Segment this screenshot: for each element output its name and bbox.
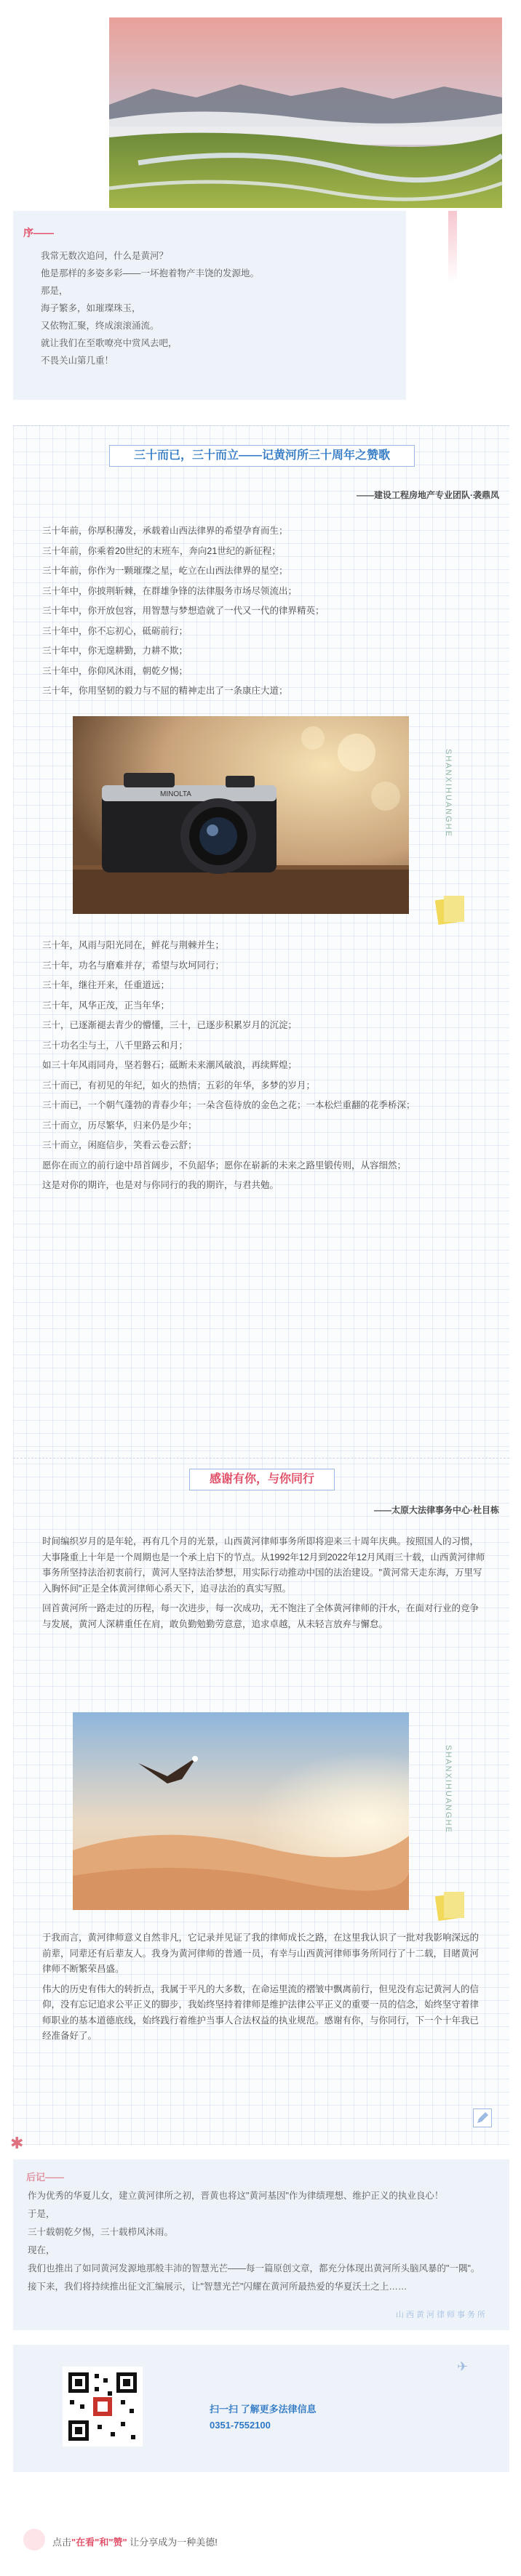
paragraph: 三十年中，你仰风沐雨，朝乾夕惕；	[42, 665, 188, 676]
paragraph: 三十年中，你不忘初心，砥砺前行；	[42, 625, 188, 636]
paragraph: 三十而立，历尽繁华，归来仍是少年；	[42, 1120, 197, 1131]
paragraph: 伟大的历史有伟大的转折点，我属于平凡的大多数，在命运里流的褶皱中飘离前行，但见没有忘记黄河人的信仰，没有忘记追求公平正义的脚步，我始终坚持着律师是维护法律公平正义的重要一员的信念，始终坚守着律师职业的基本道德底线，始终践行着维护当事人合法权益的执业规范。感谢有你，与你同行，下一个十年我已经准备好了。	[42, 1983, 480, 2041]
paragraph: 三十年，功名与磨难并存，希望与坎坷同行；	[42, 960, 225, 971]
side-vertical-text: SHANXIHUANGHE	[444, 1745, 453, 1834]
preface-line: 我常无数次追问，什么是黄河？	[41, 251, 169, 261]
preface-title: 序——	[23, 227, 54, 238]
postscript-box	[13, 2159, 509, 2330]
preface-box	[13, 211, 406, 400]
paragraph: 三十年，你用坚韧的毅力与不屈的精神走出了一条康庄大道；	[42, 686, 288, 696]
paragraph: 回首黄河所一路走过的历程，每一次进步，每一次成功，无不饱注了全体黄河律师的汗水，在面对行业的竞争与发展，黄河人深耕重任在肩，敢负勤勉勤劳意意，追求卓越，从未轻言放弃与懈怠。	[42, 1603, 480, 1629]
qr-code-image[interactable]	[63, 2367, 143, 2447]
section2-byline: ——太原大法律事务中心·杜目栋	[374, 1505, 499, 1515]
paragraph: 于我而言，黄河律师意义自然非凡，它记录并见证了我的律师成长之路，在这里我认识了一批对我影响深远的前辈，同辈还有后辈友人。我身为黄河律师的普通一员，有幸与山西黄河律师事务所同行了十二载，目睹黄河律师不断繁荣昌盛。	[42, 1933, 480, 1974]
postscript-lines	[28, 2188, 493, 2298]
side-vertical-text: SHANXIHUANGHE	[444, 749, 453, 838]
paragraph: 三十而已，有初见的年纪，如火的热情；五彩的年华，多梦的岁月；	[42, 1080, 316, 1091]
postscript-line: 我们也推出了如同黄河发源地那般丰沛的智慧光芒——每一篇原创文章，都充分体现出黄河所头脑风暴的"一隅"。	[28, 2263, 480, 2274]
paragraph: 三十，已逐渐褪去青少的懵懂，三十，已逐步积累岁月的沉淀；	[42, 1020, 298, 1030]
footer-bar	[13, 2516, 509, 2559]
decorative-pink-bar	[448, 211, 457, 284]
preface-line: 就让我们在至歌嘹亮中赏风去吧，	[41, 338, 178, 348]
paragraph: 这是对你的期许，也是对与你同行的我的期许，与君共勉。	[42, 1180, 279, 1190]
paragraph: 三十年前，你乘着20世纪的末班车，奔向21世纪的新征程；	[42, 545, 281, 556]
contact-phone[interactable]: 0351-7552100	[210, 2420, 271, 2431]
footer-text-pre: 点击	[52, 2537, 72, 2548]
paragraph: 如三十年风雨同舟，坚若磐石；砥断未来潮风破浪，再续辉煌；	[42, 1060, 298, 1070]
paragraph: 三十而已，一个朝气蓬勃的青春少年；一朵含苞待放的金色之花；一本松烂重翻的花季桥深；	[42, 1100, 415, 1110]
postscript-line: 现在，	[28, 2245, 55, 2255]
paragraph: 三十而立，闲庭信步，笑看云卷云舒；	[42, 1140, 197, 1150]
paragraph: 三十年前，你厚积薄发，承载着山西法律界的希望孕育而生；	[42, 526, 288, 536]
footer-text-post: 让分享成为一种美德!	[127, 2537, 218, 2548]
desert-eagle-photo	[73, 1712, 409, 1910]
preface-line: 海子繁多，如璀璨珠玉，	[41, 303, 141, 313]
star-icon: ✱	[10, 2134, 24, 2152]
preface-lines	[41, 249, 259, 371]
postscript-signature: 山西黄河律师事务所	[396, 2311, 488, 2319]
section2-title: 感谢有你，与你同行	[209, 1473, 314, 1485]
paragraph: 愿你在而立的前行途中昂首阔步，不负韶华；愿你在崭新的未来之路里锻传则，从容细然；	[42, 1160, 407, 1171]
preface-line: 又依物汇聚，终成滚滚涌流。	[41, 321, 159, 331]
postscript-line: 作为优秀的华夏儿女，建立黄河律所之初，晋黄也将这"黄河基因"作为律绩理想、维护正义的执业良心！	[28, 2191, 444, 2201]
section1-byline: ——建设工程房地产专业团队·袭鼎凤	[357, 490, 499, 500]
paragraph: 三十年前，你作为一颗璀璨之星，屹立在山西法律界的星空；	[42, 566, 288, 576]
paragraph: 三十年，继往开来，任重道远；	[42, 980, 170, 990]
footer-highlight[interactable]: "在看"和"赞"	[71, 2537, 127, 2548]
dot-icon	[23, 2529, 45, 2551]
camera-photo	[73, 716, 409, 914]
section1-title-box	[109, 445, 415, 467]
postscript-line: 于是，	[28, 2209, 55, 2219]
section1-paragraphs-b	[42, 938, 486, 1198]
preface-line: 那是，	[41, 286, 68, 296]
hero-landscape-photo	[109, 17, 502, 208]
section2-title-box	[189, 1469, 335, 1490]
pen-icon	[473, 2108, 492, 2127]
decorative-card-icon	[434, 1890, 466, 1922]
paragraph: 时间编织岁月的是年轮，再有几个月的光景，山西黄河律师事务所即将迎来三十周年庆典。按照国人的习惯，大事隆重上十年是一个周期也是一个承上启下的节点。从1992年12月到2022年12月风雨三十载，山西黄河律师事务所坚持法治初衷前行，黄河人坚持法治梦想，用实际行动推动中国的法治建设。"黄河常天走东海，万里写入胸怀间"正是全体黄河律师心系天下，追寻法治的真实写照。	[42, 1536, 485, 1594]
postscript-line: 接下来，我们将持续推出征文汇编展示，让"智慧光芒"闪耀在黄河所最热爱的华夏沃土之上……	[28, 2282, 407, 2292]
paragraph: 三十功名尘与土，八千里路云和月；	[42, 1040, 188, 1051]
postscript-title: 后记——	[26, 2172, 65, 2183]
section1-paragraphs-a	[42, 523, 479, 704]
paragraph: 三十年，风雨与阳光同在，鲜花与荆棘并生；	[42, 940, 225, 950]
paragraph: 三十年中，你开放包容，用智慧与梦想造就了一代又一代的律界精英；	[42, 606, 325, 616]
footer-text	[52, 2535, 218, 2548]
preface-line: 不畏关山第几重！	[41, 356, 114, 366]
section2-paragraphs-b	[42, 1930, 486, 2049]
preface-line: 他是那样的多姿多彩——一坏抱着物产丰饶的发源地。	[41, 268, 260, 278]
section1-title: 三十而已，三十而立——记黄河所三十周年之赞歌	[133, 449, 390, 462]
paragraph: 三十年中，你披荆斩棘，在群雄争锋的法律服务市场尽领流出；	[42, 585, 298, 596]
section2-paragraphs-a	[42, 1534, 486, 1637]
svg-text:MINOLTA: MINOLTA	[160, 790, 191, 798]
paper-plane-icon: ✈	[457, 2359, 469, 2374]
paragraph: 三十年中，你无遑耕勤，力耕不欺；	[42, 646, 188, 656]
section-divider	[13, 425, 509, 426]
postscript-line: 三十载朝乾夕惕，三十载栉风沐雨。	[28, 2227, 174, 2237]
decorative-card-icon	[434, 894, 466, 926]
contact-card	[13, 2345, 509, 2472]
contact-scan-label: 扫一扫 了解更多法律信息	[210, 2404, 317, 2415]
paragraph: 三十年，风华正茂，正当年华；	[42, 1000, 170, 1011]
